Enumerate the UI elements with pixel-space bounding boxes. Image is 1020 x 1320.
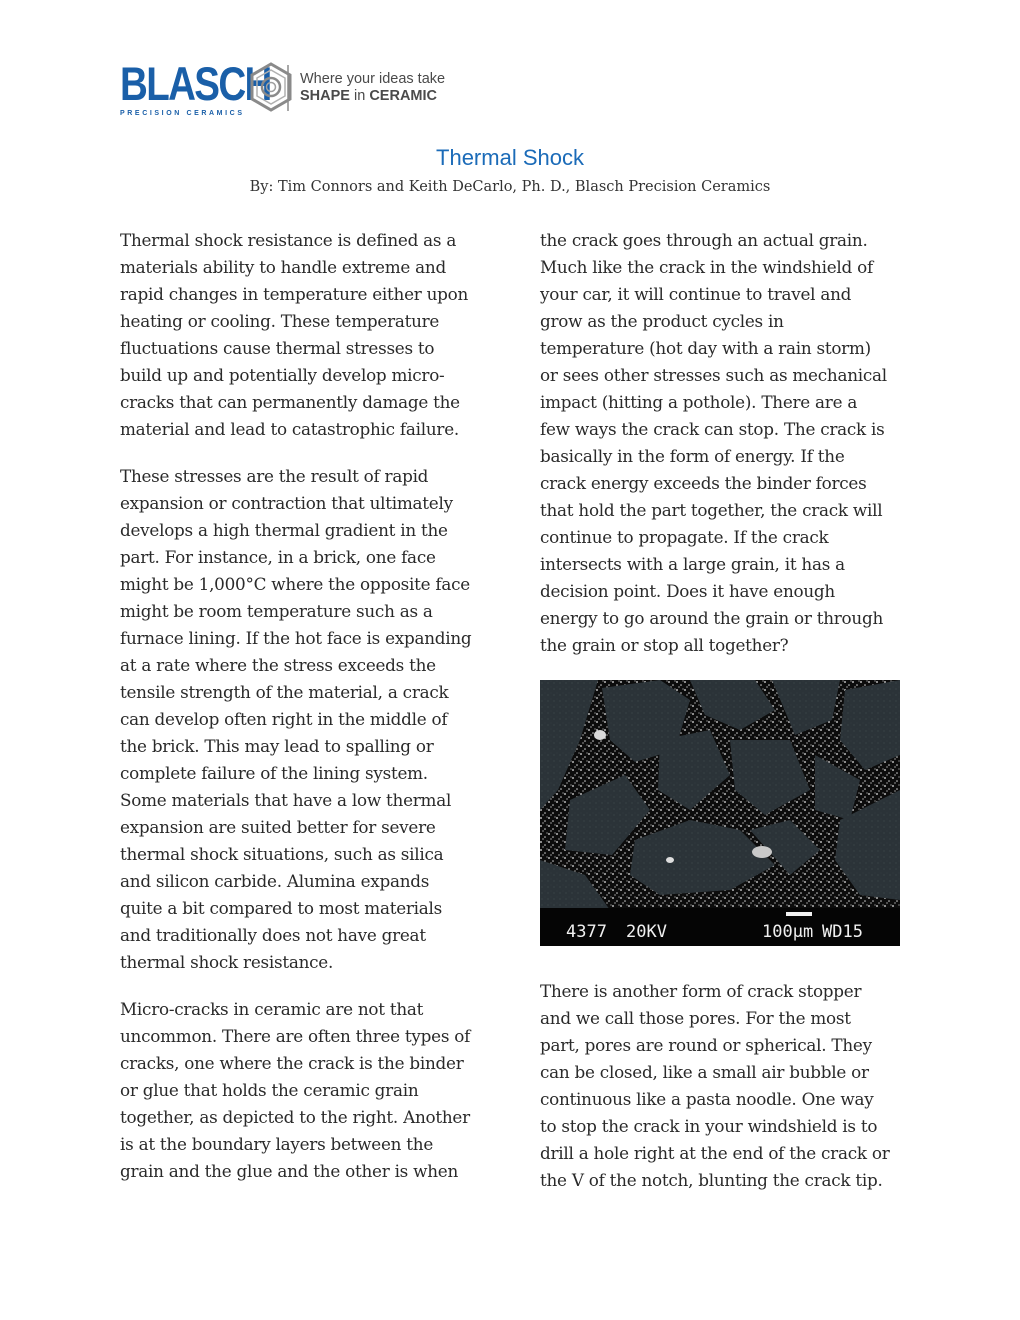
blasch-logo	[120, 58, 450, 120]
byline: By: Tim Connors and Keith DeCarlo, Ph. D., Blasch Precision Ceramics	[249, 179, 771, 195]
text-line: crack energy exceeds the binder forces	[540, 473, 867, 493]
text-line: the V of the notch, blunting the crack tip.	[540, 1170, 883, 1190]
text-line: There is another form of crack stopper	[540, 981, 862, 1001]
tagline-in: in	[354, 88, 366, 104]
text-line: tensile strength of the material, a crack	[120, 682, 449, 702]
text-line: part. For instance, in a brick, one face	[120, 547, 436, 567]
text-line: build up and potentially develop micro-	[120, 365, 445, 385]
text-line: to stop the crack in your windshield is to	[540, 1116, 878, 1136]
logo-tagline	[300, 71, 445, 105]
text-line: These stresses are the result of rapid	[120, 466, 429, 486]
paragraph	[120, 996, 492, 1185]
text-line: Thermal shock resistance is defined as a	[120, 230, 457, 250]
text-line: develops a high thermal gradient in the	[120, 520, 448, 540]
text-line: impact (hitting a pothole). There are a	[540, 392, 858, 412]
text-line: continue to propagate. If the crack	[540, 527, 829, 547]
paragraph	[120, 463, 492, 976]
left-column	[120, 227, 492, 1185]
text-line: fluctuations cause thermal stresses to	[120, 338, 435, 358]
micrograph-kv: 20KV	[626, 922, 667, 942]
logo-subtitle: PRECISION CERAMICS	[120, 110, 245, 117]
text-line: grain and the glue and the other is when	[120, 1161, 459, 1181]
text-line: thermal shock situations, such as silica	[120, 844, 444, 864]
text-line: intersects with a large grain, it has a	[540, 554, 845, 574]
text-line: cracks, one where the crack is the binder	[120, 1053, 464, 1073]
paragraph	[540, 978, 912, 1194]
micrograph-wd: WD15	[822, 922, 863, 942]
text-line: drill a hole right at the end of the crack or	[540, 1143, 890, 1163]
text-line: grow as the product cycles in	[540, 311, 784, 331]
text-line: expansion are suited better for severe	[120, 817, 436, 837]
text-line: Micro-cracks in ceramic are not that	[120, 999, 424, 1019]
logo-wordmark: BLASCH	[120, 57, 271, 110]
text-line: might be room temperature such as a	[120, 601, 433, 621]
right-column-bottom	[540, 978, 912, 1194]
text-line: the grain or stop all together?	[540, 635, 789, 655]
text-line: and silicon carbide. Alumina expands	[120, 871, 430, 891]
text-line: thermal shock resistance.	[120, 952, 334, 972]
text-line: part, pores are round or spherical. They	[540, 1035, 872, 1055]
text-line: that hold the part together, the crack will	[540, 500, 883, 520]
text-line: temperature (hot day with a rain storm)	[540, 338, 871, 358]
text-line: can develop often right in the middle of	[120, 709, 448, 729]
text-line: or glue that holds the ceramic grain	[120, 1080, 419, 1100]
text-line: continuous like a pasta noodle. One way	[540, 1089, 874, 1109]
tagline-line1: Where your ideas take	[300, 71, 446, 87]
text-line: rapid changes in temperature either upon	[120, 284, 469, 304]
paragraph	[120, 227, 492, 443]
tagline-line2	[300, 88, 445, 105]
text-line: the crack goes through an actual grain.	[540, 230, 868, 250]
text-line: few ways the crack can stop. The crack is	[540, 419, 885, 439]
text-line: the brick. This may lead to spalling or	[120, 736, 434, 756]
micrograph-scale: 100µm	[762, 922, 814, 942]
text-line: and traditionally does not have great	[120, 925, 426, 945]
text-line: basically in the form of energy. If the	[540, 446, 845, 466]
text-line: Much like the crack in the windshield of	[540, 257, 873, 277]
micrograph-id: 4377	[566, 922, 607, 942]
text-line: furnace lining. If the hot face is expanding	[120, 628, 472, 648]
right-column	[540, 227, 912, 659]
text-line: uncommon. There are often three types of	[120, 1026, 471, 1046]
text-line: material and lead to catastrophic failure.	[120, 419, 459, 439]
page-title: Thermal Shock	[436, 145, 584, 170]
text-line: Some materials that have a low thermal	[120, 790, 452, 810]
text-line: quite a bit compared to most materials	[120, 898, 442, 918]
hex-nut-icon	[248, 61, 294, 113]
text-line: heating or cooling. These temperature	[120, 311, 440, 331]
sem-micrograph	[540, 680, 900, 956]
text-line: can be closed, like a small air bubble or	[540, 1062, 869, 1082]
text-line: is at the boundary layers between the	[120, 1134, 434, 1154]
text-line: your car, it will continue to travel and	[540, 284, 852, 304]
paragraph	[540, 227, 912, 659]
text-line: materials ability to handle extreme and	[120, 257, 446, 277]
text-line: decision point. Does it have enough	[540, 581, 835, 601]
text-line: complete failure of the lining system.	[120, 763, 428, 783]
text-line: or sees other stresses such as mechanical	[540, 365, 887, 385]
tagline-shape: SHAPE	[300, 88, 350, 104]
text-line: and we call those pores. For the most	[540, 1008, 851, 1028]
text-line: might be 1,000°C where the opposite face	[120, 574, 470, 594]
text-line: expansion or contraction that ultimately	[120, 493, 453, 513]
text-line: energy to go around the grain or through	[540, 608, 884, 628]
tagline-ceramic: CERAMIC	[369, 88, 437, 104]
text-line: at a rate where the stress exceeds the	[120, 655, 436, 675]
text-line: cracks that can permanently damage the	[120, 392, 460, 412]
text-line: together, as depicted to the right. Another	[120, 1107, 470, 1127]
